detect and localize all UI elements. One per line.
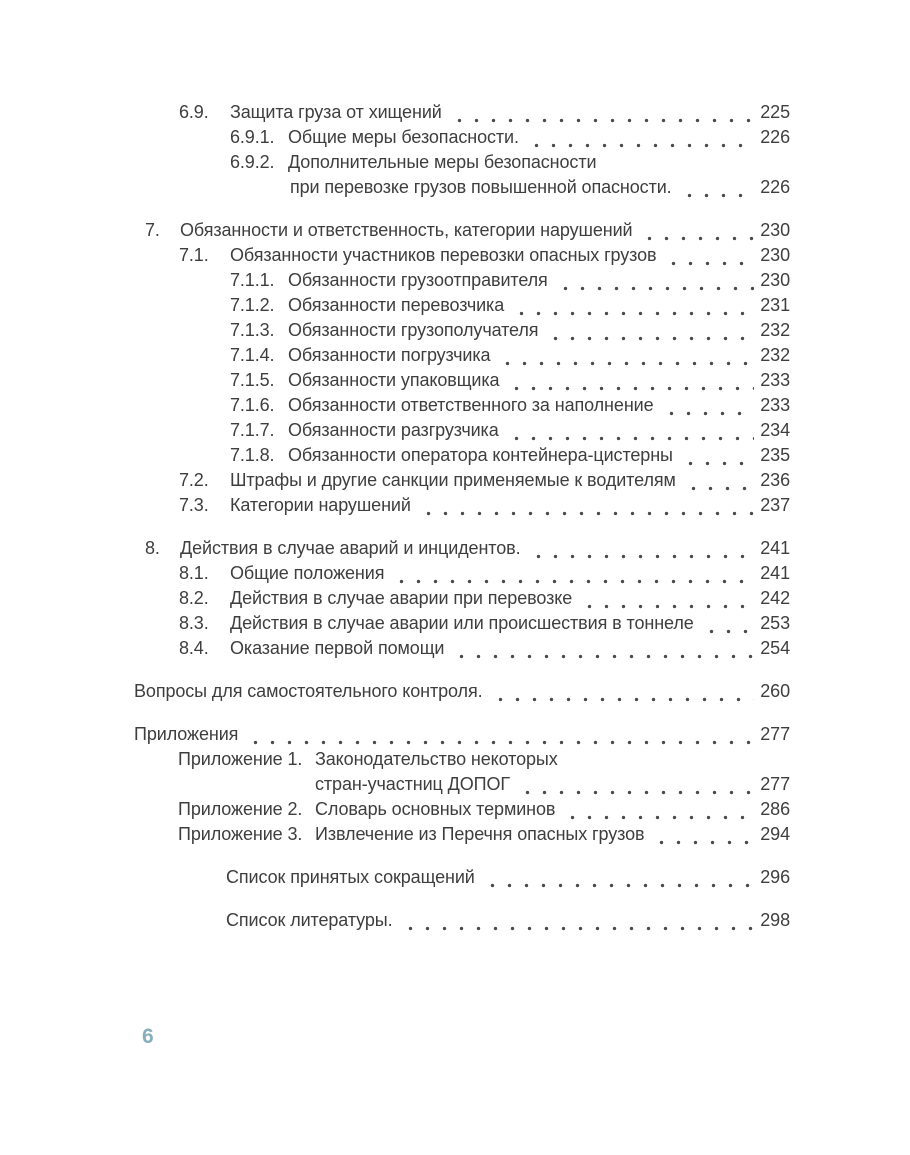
toc-entry-title: Действия в случае аварии при перевозке [230,588,573,608]
toc-entry-page: 242 [760,588,790,608]
toc-entry [134,218,790,243]
toc-entry-title: Вопросы для самостоятельного контроля. [134,681,483,701]
dot-leader [579,602,754,611]
dot-leader [490,695,755,704]
toc-entry-number: 7.1.4. [230,345,275,365]
toc-entry [134,393,790,418]
toc-entry-page: 298 [760,910,790,930]
toc-entry [134,268,790,293]
toc-entry [134,536,790,561]
toc-entry [134,368,790,393]
toc-entry-page: 226 [760,177,790,197]
toc-entry-page: 241 [760,563,790,583]
toc-entry-title: Извлечение из Перечня опасных грузов [315,824,645,844]
toc-entry-title: Категории нарушений [230,495,411,515]
toc-entry [134,293,790,318]
toc-entry-title: Обязанности грузополучателя [288,320,539,340]
toc-entry-number: 8.4. [179,638,209,658]
dot-leader [482,881,754,890]
toc-entry-title: Обязанности грузоотправителя [288,270,548,290]
toc-entry-title: Обязанности разгрузчика [288,420,499,440]
toc-entry-number: 7.3. [179,495,209,515]
toc-entry [134,679,790,704]
toc-entry [134,822,790,847]
toc-entry-page: 277 [760,774,790,794]
page-number: 6 [142,1025,154,1048]
toc-entry-number: 8.2. [179,588,209,608]
toc-entry [134,493,790,518]
toc-entry-title: Обязанности оператора контейнера-цистерны [288,445,673,465]
toc-entry-title: Общие меры безопасности. [288,127,519,147]
toc-entry [134,747,790,772]
dot-leader [245,738,754,747]
toc-group [134,679,790,704]
toc-entry-number: 8. [145,538,160,558]
dot-leader [506,384,754,393]
toc-entry-page: 286 [760,799,790,819]
toc-entry-title: Словарь основных терминов [315,799,556,819]
toc-entry-page: 294 [760,824,790,844]
toc-entry-title: Список литературы. [226,910,393,930]
toc-entry [134,772,790,797]
toc-entry-page: 233 [760,370,790,390]
dot-leader [679,191,754,200]
toc-entry [134,611,790,636]
toc-entry [134,443,790,468]
dot-leader [683,484,754,493]
toc-entry [134,865,790,890]
toc-entry-title: Обязанности ответственного за наполнение [288,395,654,415]
dot-leader [418,509,754,518]
toc-entry-number: 8.3. [179,613,209,633]
toc-entry-title: Обязанности участников перевозки опасных грузов [230,245,657,265]
toc-entry-page: 253 [760,613,790,633]
toc-entry [134,561,790,586]
toc-entry-number: 7.1.8. [230,445,275,465]
toc-entry-page: 235 [760,445,790,465]
toc-entry-page: 230 [760,245,790,265]
toc-entry-title: Действия в случае аварии или происшествия в тоннеле [230,613,694,633]
dot-leader [661,409,754,418]
toc-entry-page: 225 [760,102,790,122]
toc-entry-page: 296 [760,867,790,887]
toc-entry-page: 260 [760,681,790,701]
toc-entry-number: 7.1.1. [230,270,275,290]
toc-entry [134,150,790,175]
toc-entry-title: Действия в случае аварий и инцидентов. [180,538,521,558]
toc-entry-page: 237 [760,495,790,515]
dot-leader [400,924,754,933]
dot-leader [555,284,754,293]
toc-entry-page: 226 [760,127,790,147]
toc-entry-page: 277 [760,724,790,744]
dot-leader [663,259,754,268]
toc-entry [134,343,790,368]
toc-entry-number: 6.9.2. [230,152,275,172]
dot-leader [511,309,754,318]
toc-entry [134,586,790,611]
toc-entry-number: Приложение 3. [178,824,303,844]
toc-entry-title: Законодательство некоторых [315,749,558,769]
dot-leader [526,141,754,150]
dot-leader [651,838,754,847]
toc-group [134,908,790,933]
toc-entry-page: 232 [760,345,790,365]
dot-leader [528,552,754,561]
dot-leader [701,627,754,636]
toc-group [134,865,790,890]
toc-entry-number: 7.1.7. [230,420,275,440]
toc-entry-page: 232 [760,320,790,340]
toc-entry [134,797,790,822]
toc-entry-page: 230 [760,220,790,240]
toc-entry [134,243,790,268]
toc-entry-title: Штрафы и другие санкции применяемые к водителям [230,470,676,490]
toc-entry-number: 7.1.5. [230,370,275,390]
toc-entry-page: 241 [760,538,790,558]
toc-entry-page: 233 [760,395,790,415]
toc-entry-number: 7. [145,220,160,240]
dot-leader [497,359,754,368]
dot-leader [639,234,754,243]
toc-entry-title: Оказание первой помощи [230,638,445,658]
toc-entry-title: стран-участниц ДОПОГ [315,774,511,794]
dot-leader [506,434,754,443]
dot-leader [451,652,754,661]
toc-entry-title: Обязанности упаковщика [288,370,500,390]
toc-entry [134,100,790,125]
dot-leader [517,788,754,797]
toc-entry [134,722,790,747]
dot-leader [449,116,754,125]
toc-entry-number: Приложение 2. [178,799,303,819]
toc-entry-number: 6.9.1. [230,127,275,147]
toc-entry-number: 8.1. [179,563,209,583]
dot-leader [391,577,754,586]
toc-entry-number: Приложение 1. [178,749,303,769]
toc-entry-number: 7.1.6. [230,395,275,415]
toc-group [134,722,790,847]
toc-entry-title: Общие положения [230,563,385,583]
toc-entry-title: Обязанности перевозчика [288,295,505,315]
toc-entry-number: 7.2. [179,470,209,490]
toc-entry-page: 230 [760,270,790,290]
toc-entry-number: 6.9. [179,102,209,122]
toc-entry-page: 231 [760,295,790,315]
toc-entry-page: 236 [760,470,790,490]
toc-entry-page: 234 [760,420,790,440]
toc-entry [134,468,790,493]
toc-entry [134,418,790,443]
toc-entry-title: Обязанности погрузчика [288,345,491,365]
toc-entry [134,175,790,200]
toc-entry-title: Обязанности и ответственность, категории нарушений [180,220,633,240]
dot-leader [545,334,754,343]
toc-entry-title: Приложения [134,724,239,744]
toc-entry [134,125,790,150]
toc-group [134,218,790,518]
table-of-contents [134,100,790,933]
dot-leader [562,813,754,822]
toc-group [134,100,790,200]
toc-entry [134,318,790,343]
toc-group [134,536,790,661]
toc-entry-title: Список принятых сокращений [226,867,475,887]
toc-entry-number: 7.1. [179,245,209,265]
toc-entry-title: при перевозке грузов повышенной опасности. [290,177,672,197]
dot-leader [680,459,754,468]
toc-entry-title: Дополнительные меры безопасности [288,152,597,172]
toc-entry [134,908,790,933]
toc-entry-number: 7.1.3. [230,320,275,340]
toc-entry [134,636,790,661]
toc-entry-number: 7.1.2. [230,295,275,315]
toc-entry-title: Защита груза от хищений [230,102,442,122]
toc-entry-page: 254 [760,638,790,658]
